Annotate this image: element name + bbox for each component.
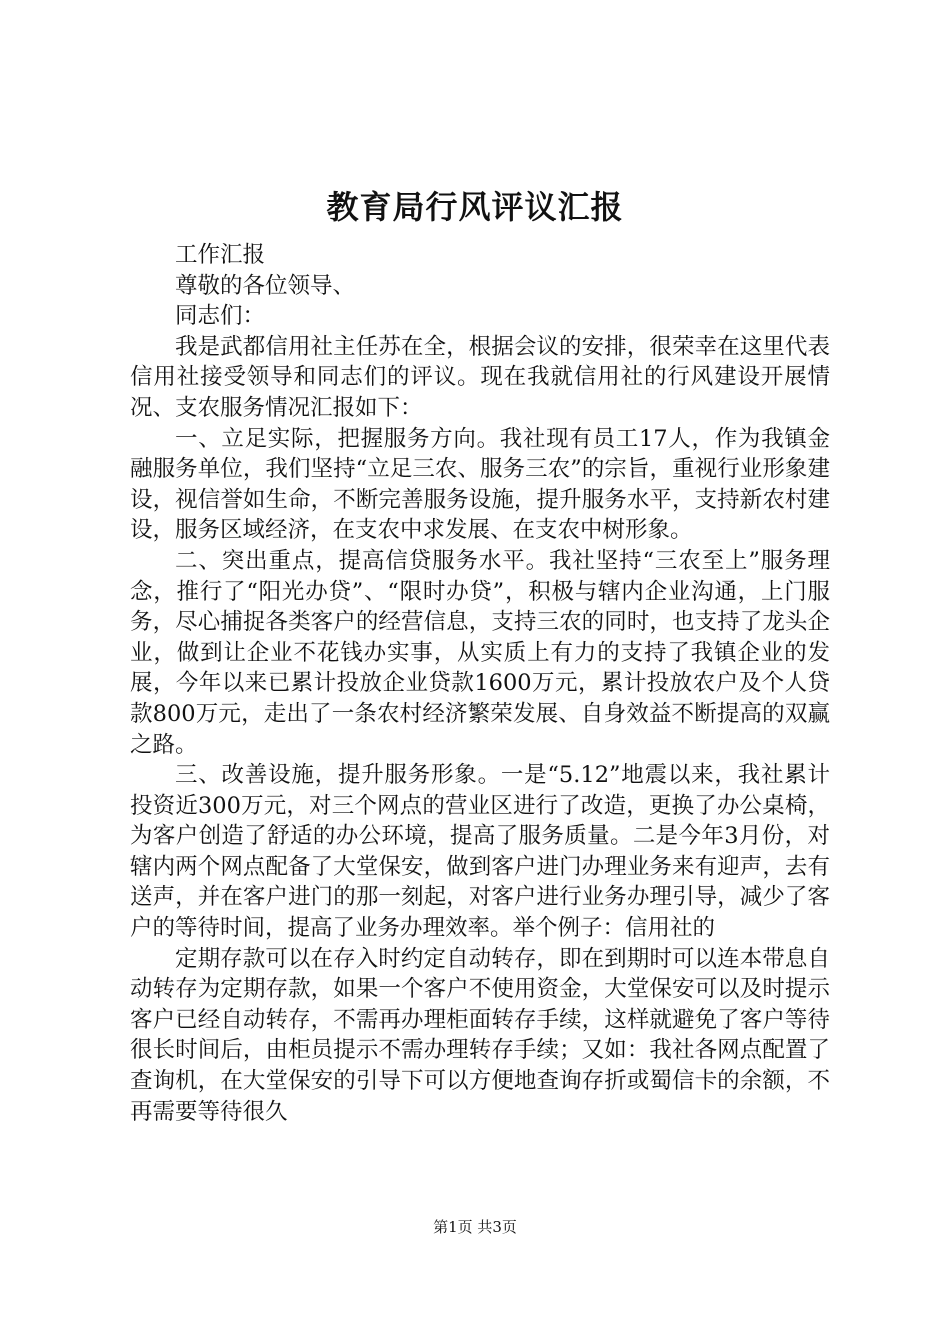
paragraph-section-one: 一、立足实际，把握服务方向。我社现有员工17人，作为我镇金融服务单位，我们坚持“立足三农、服务三农”的宗旨，重视行业形象建设，视信誉如生命，不断完善服务设施，提升服务水平，支持新农村建设，服务区域经济，在支农中求发展、在支农中树形象。 (130, 425, 830, 544)
paragraph-salutation-comrades: 同志们： (175, 303, 266, 330)
page-footer: 第1页 共3页 (433, 1218, 517, 1236)
document-body (130, 240, 830, 1127)
paragraph-section-two: 二、突出重点，提高信贷服务水平。我社坚持“三农至上”服务理念，推行了“阳光办贷”、“限时办贷”，积极与辖内企业沟通，上门服务，尽心捕捉各类客户的经营信息，支持三农的同时，也支持了龙头企业，做到让企业不花钱办实事，从实质上有力的支持了我镇企业的发展，今年以来已累计投放企业贷款1600万元，累计投放农户及个人贷款800万元，走出了一条农村经济繁荣发展、自身效益不断提高的双赢之路。 (130, 547, 830, 758)
paragraph-introduction: 我是武都信用社主任苏在全，根据会议的安排，很荣幸在这里代表信用社接受领导和同志们的评议。现在我就信用社的行风建设开展情况、支农服务情况汇报如下： (130, 333, 830, 421)
paragraph-heading-work-report: 工作汇报 (175, 242, 266, 268)
paragraph-salutation-leaders: 尊敬的各位领导、 (175, 272, 356, 299)
paragraph-section-three: 三、改善设施，提升服务形象。一是“5.12”地震以来，我社累计投资近300万元，对三个网点的营业区进行了改造，更换了办公桌椅，为客户创造了舒适的办公环境，提高了服务质量。二是今年3月份，对辖内两个网点配备了大堂保安，做到客户进门办理业务来有迎声，去有送声，并在客户进门的那一刻起，对客户进行业务办理引导，减少了客户的等待时间，提高了业务办理效率。举个例子：信用社的 (130, 762, 830, 942)
paragraph-section-three-continued: 定期存款可以在存入时约定自动转存，即在到期时可以连本带息自动转存为定期存款，如果一个客户不使用资金，大堂保安可以及时提示客户已经自动转存，不需再办理柜面转存手续，这样就避免了客户等待很长时间后，由柜员提示不需办理转存手续；又如：我社各网点配置了查询机，在大堂保安的引导下可以方便地查询存折或蜀信卡的余额，不再需要等待很久 (130, 945, 830, 1125)
document-title: 教育局行风评议汇报 (326, 188, 624, 226)
